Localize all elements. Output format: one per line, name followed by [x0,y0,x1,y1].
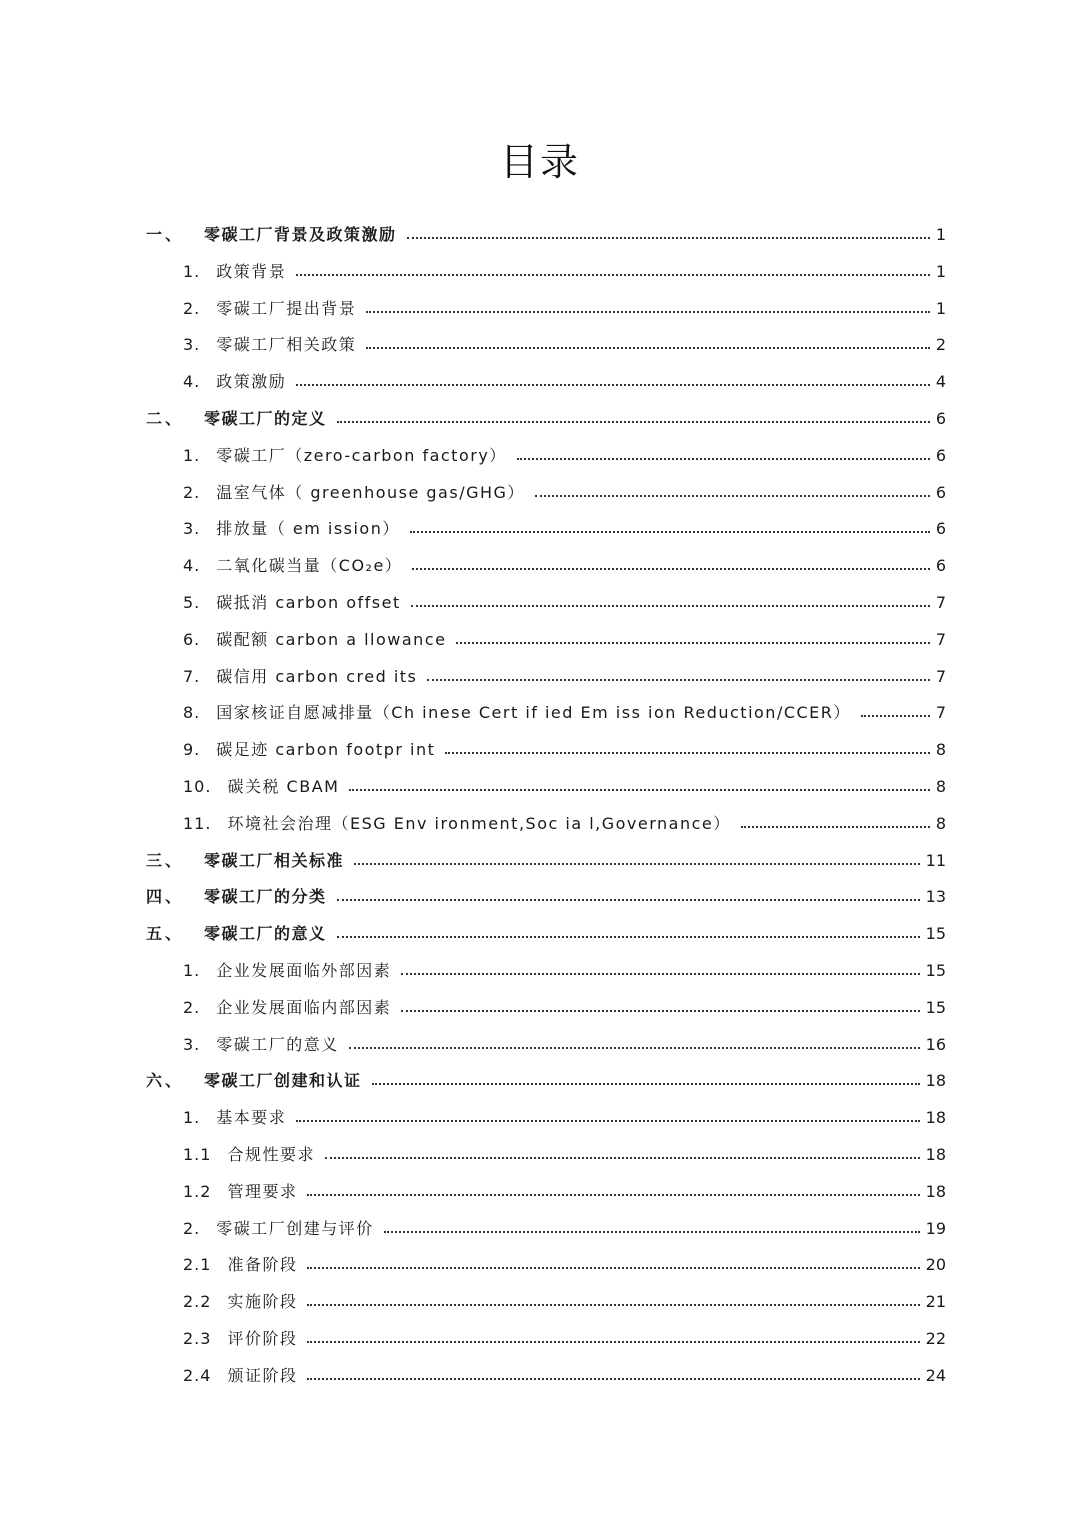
toc-entry-number: 6. [183,629,201,649]
toc-entry-label: 零碳工厂提出背景 [216,298,357,318]
toc-entry-label: 企业发展面临内部因素 [216,997,392,1017]
toc-dot-leader [349,1033,920,1049]
toc-entry-number: 4. [183,372,201,392]
toc-chapter-entry[interactable] [146,1063,946,1099]
toc-entry-page-number: 2 [935,335,946,355]
toc-dot-leader [349,775,929,791]
toc-entry-page-number: 20 [925,1255,946,1275]
toc-dot-leader [296,260,930,276]
toc-entry-number: 9. [183,740,201,760]
toc-dot-leader [307,1253,919,1269]
toc-entry-page-number: 7 [935,629,946,649]
toc-entry-page-number: 7 [935,666,946,686]
toc-entry-number: 1. [183,261,201,281]
toc-entry-number: 四、 [146,887,185,907]
toc-entry-label: 合规性要求 [227,1145,315,1164]
toc-entry-number: 2. [183,298,201,318]
toc-dot-leader [517,444,930,460]
toc-section-entry[interactable] [183,1284,946,1320]
toc-entry-number: 五、 [146,924,185,944]
toc-entry-label: 政策激励 [216,372,287,392]
toc-entry-label: 零碳工厂创建和认证 [204,1071,362,1091]
toc-entry-label: 碳关税 CBAM [227,777,340,796]
toc-dot-leader [427,665,929,681]
toc-entry-number: 2.3 [183,1329,212,1348]
toc-entry-page-number: 6 [935,445,946,465]
toc-entry-label: 环境社会治理（ESG Env ironment,Soc ia l,Governance） [227,813,731,833]
toc-section-entry[interactable] [183,1137,946,1173]
toc-entry-number: 4. [183,556,201,576]
toc-section-entry[interactable] [183,291,946,327]
toc-entry-label: 管理要求 [227,1181,298,1201]
toc-entry-label: 碳抵消 carbon offset [216,593,401,612]
toc-chapter-entry[interactable] [146,217,946,253]
toc-entry-page-number: 15 [925,924,946,944]
toc-section-entry[interactable] [183,732,946,768]
toc-section-entry[interactable] [183,659,946,695]
toc-entry-label: 准备阶段 [227,1255,298,1275]
toc-section-entry[interactable] [183,327,946,363]
toc-chapter-entry[interactable] [146,843,946,879]
toc-entry-number: 3. [183,335,201,355]
toc-entry-label: 国家核证自愿减排量（Ch inese Cert if ied Em iss ion Reduction/CCER） [216,703,851,723]
toc-entry-page-number: 8 [935,740,946,760]
toc-section-entry[interactable] [183,254,946,290]
toc-dot-leader [741,812,930,828]
toc-entry-label: 碳足迹 carbon footpr int [216,740,436,760]
toc-entry-page-number: 18 [925,1071,946,1091]
toc-section-entry[interactable] [183,548,946,584]
toc-entry-label: 排放量（ em ission） [216,519,400,539]
toc-entry-page-number: 6 [935,409,946,428]
toc-entry-label: 企业发展面临外部因素 [216,961,392,980]
toc-entry-label: 实施阶段 [227,1292,298,1312]
toc-entry-number: 2.2 [183,1292,212,1312]
toc-section-entry[interactable] [183,1247,946,1283]
toc-dot-leader [401,996,919,1012]
toc-entry-number: 一、 [146,225,185,244]
toc-entry-page-number: 1 [935,298,946,318]
toc-entry-label: 零碳工厂的分类 [204,887,327,907]
toc-entry-number: 2. [183,482,201,502]
toc-entry-page-number: 18 [925,1181,946,1201]
toc-entry-page-number: 15 [925,997,946,1017]
toc-entry-number: 10. [183,777,212,796]
toc-dot-leader [410,517,930,533]
toc-entry-label: 零碳工厂的定义 [204,409,327,428]
toc-section-entry[interactable] [183,585,946,621]
toc-chapter-entry[interactable] [146,879,946,915]
toc-section-entry[interactable] [183,1358,946,1394]
toc-entry-page-number: 6 [935,482,946,502]
toc-entry-number: 2.1 [183,1255,212,1275]
toc-dot-leader [307,1290,919,1306]
toc-entry-page-number: 11 [925,850,946,870]
toc-entry-number: 1.1 [183,1145,212,1164]
toc-entry-page-number: 24 [925,1365,946,1385]
toc-dot-leader [412,554,930,570]
toc-section-entry[interactable] [183,806,946,842]
toc-entry-page-number: 19 [925,1218,946,1238]
toc-entry-page-number: 16 [925,1034,946,1054]
toc-entry-page-number: 6 [935,519,946,539]
toc-entry-page-number: 7 [935,703,946,723]
toc-entry-page-number: 18 [925,1145,946,1164]
toc-entry-label: 政策背景 [216,261,287,281]
toc-entry-page-number: 7 [935,593,946,612]
toc-entry-label: 基本要求 [216,1108,287,1128]
toc-entry-number: 1. [183,961,201,980]
toc-dot-leader [337,407,930,423]
toc-entry-number: 5. [183,593,201,612]
toc-entry-number: 二、 [146,409,185,428]
toc-entry-page-number: 18 [925,1108,946,1128]
toc-entry-page-number: 21 [925,1292,946,1312]
toc-dot-leader [307,1180,919,1196]
toc-entry-number: 3. [183,519,201,539]
toc-entry-label: 温室气体（ greenhouse gas/GHG） [216,482,525,502]
toc-entry-label: 零碳工厂的意义 [204,924,327,944]
toc-dot-leader [384,1217,920,1233]
toc-entry-page-number: 1 [935,225,946,244]
toc-entry-number: 3. [183,1034,201,1054]
toc-dot-leader [407,223,930,239]
toc-entry-page-number: 15 [925,961,946,980]
toc-section-entry[interactable] [183,1211,946,1247]
toc-dot-leader [325,1143,920,1159]
page-title: 目录 [499,140,580,184]
toc-dot-leader [535,481,930,497]
toc-section-entry[interactable] [183,1321,946,1357]
toc-dot-leader [296,370,930,386]
toc-section-entry[interactable] [183,475,946,511]
toc-dot-leader [456,628,929,644]
toc-entry-number: 1.2 [183,1181,212,1201]
toc-dot-leader [411,591,930,607]
toc-chapter-entry[interactable] [146,401,946,437]
toc-entry-number: 8. [183,703,201,723]
toc-entry-number: 1. [183,1108,201,1128]
toc-entry-number: 11. [183,813,212,833]
toc-section-entry[interactable] [183,695,946,731]
toc-dot-leader [337,922,920,938]
toc-chapter-entry[interactable] [146,916,946,952]
toc-dot-leader [445,738,929,754]
toc-entry-label: 颁证阶段 [227,1365,298,1385]
toc-entry-number: 六、 [146,1071,185,1091]
toc-dot-leader [307,1364,919,1380]
toc-entry-page-number: 1 [935,261,946,281]
toc-section-entry[interactable] [183,769,946,805]
toc-entry-label: 零碳工厂相关政策 [216,335,357,355]
toc-dot-leader [366,297,930,313]
toc-section-entry[interactable] [183,953,946,989]
toc-entry-label: 零碳工厂的意义 [216,1034,339,1054]
toc-entry-label: 零碳工厂背景及政策激励 [204,225,397,244]
toc-entry-page-number: 8 [935,813,946,833]
toc-entry-number: 1. [183,445,201,465]
toc-dot-leader [296,1106,919,1122]
toc-section-entry[interactable] [183,438,946,474]
toc-dot-leader [354,849,920,865]
toc-entry-label: 零碳工厂相关标准 [204,850,345,870]
toc-dot-leader [337,885,920,901]
toc-section-entry[interactable] [183,364,946,400]
toc-section-entry[interactable] [183,1174,946,1210]
toc-entry-label: 零碳工厂创建与评价 [216,1218,374,1238]
toc-dot-leader [366,333,930,349]
toc-entry-number: 2. [183,1218,201,1238]
toc-dot-leader [372,1069,920,1085]
toc-section-entry[interactable] [183,1027,946,1063]
toc-entry-label: 评价阶段 [227,1329,298,1348]
toc-entry-label: 零碳工厂（zero-carbon factory） [216,445,507,465]
toc-entry-number: 三、 [146,850,185,870]
toc-dot-leader [307,1327,919,1343]
toc-section-entry[interactable] [183,1100,946,1136]
toc-section-entry[interactable] [183,622,946,658]
toc-entry-page-number: 8 [935,777,946,796]
toc-entry-page-number: 22 [925,1329,946,1348]
toc-dot-leader [861,701,930,717]
toc-dot-leader [401,959,919,975]
toc-entry-number: 7. [183,666,201,686]
toc-entry-page-number: 6 [935,556,946,576]
toc-entry-label: 二氧化碳当量（CO₂e） [216,556,403,576]
toc-entry-number: 2.4 [183,1365,212,1385]
toc-entry-label: 碳信用 carbon cred its [216,666,418,686]
toc-section-entry[interactable] [183,511,946,547]
toc-entry-label: 碳配额 carbon a llowance [216,629,447,649]
toc-section-entry[interactable] [183,990,946,1026]
toc-entry-page-number: 13 [925,887,946,907]
toc-entry-page-number: 4 [935,372,946,392]
toc-entry-number: 2. [183,997,201,1017]
